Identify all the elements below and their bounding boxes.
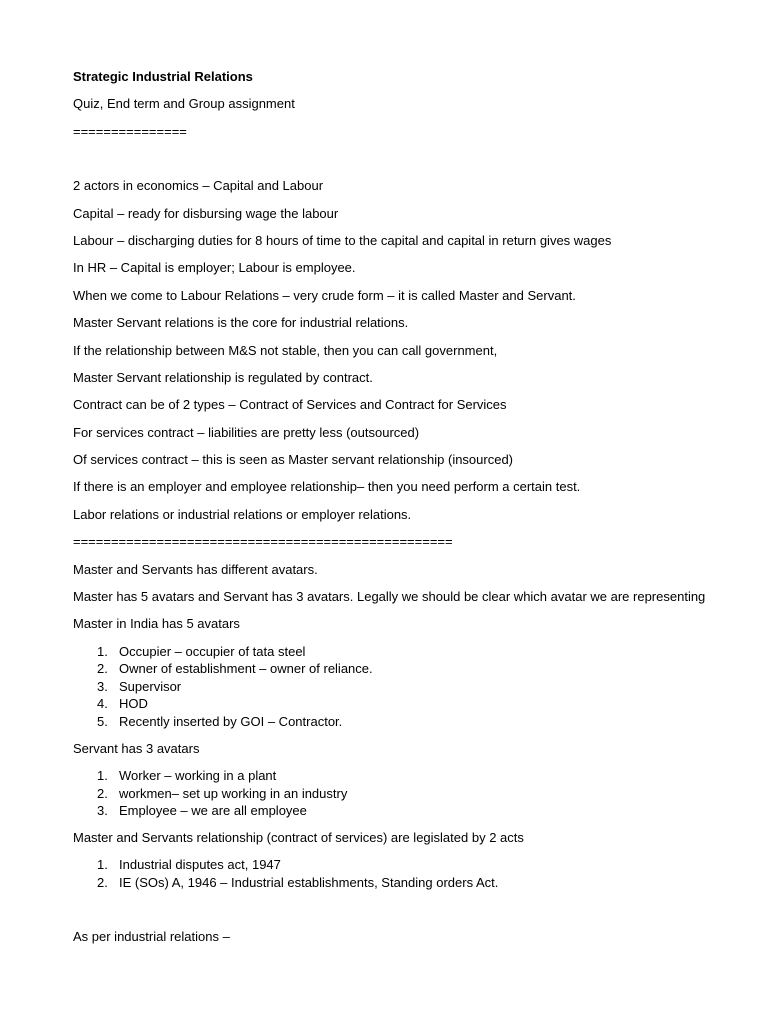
list-number: 1. — [97, 857, 108, 873]
separator-short: =============== — [73, 123, 187, 139]
blank-line — [73, 901, 753, 928]
master-heading: Master in India has 5 avatars — [73, 616, 240, 632]
list-item — [73, 660, 753, 678]
list-item — [73, 802, 753, 820]
list-number: 3. — [97, 803, 108, 819]
document-subtitle: Quiz, End term and Group assignment — [73, 96, 295, 112]
list-item — [73, 695, 753, 713]
list-text: Occupier – occupier of tata steel — [119, 643, 306, 659]
list-number: 2. — [97, 785, 108, 801]
list-number: 5. — [97, 713, 108, 729]
paragraph: 2 actors in economics – Capital and Labour — [73, 178, 324, 194]
paragraph: Capital – ready for disbursing wage the labour — [73, 205, 339, 221]
paragraph: If there is an employer and employee relationship– then you need perform a certain test. — [73, 479, 581, 495]
list-number: 4. — [97, 696, 108, 712]
list-text: workmen– set up working in an industry — [119, 785, 348, 801]
list-text: Industrial disputes act, 1947 — [119, 857, 281, 873]
document-title: Strategic Industrial Relations — [73, 69, 253, 84]
closing-line: As per industrial relations – — [73, 928, 230, 944]
paragraph: For services contract – liabilities are pretty less (outsourced) — [73, 424, 420, 440]
paragraph: Labour – discharging duties for 8 hours of time to the capital and capital in return gives wages — [73, 232, 612, 248]
list-item — [73, 856, 753, 874]
separator-long: ================================================== — [73, 534, 453, 550]
paragraph: When we come to Labour Relations – very crude form – it is called Master and Servant. — [73, 287, 576, 303]
list-item — [73, 767, 753, 785]
paragraph: Master Servant relationship is regulated by contract. — [73, 369, 373, 385]
list-item — [73, 874, 753, 892]
servant-list — [73, 767, 753, 820]
servant-heading: Servant has 3 avatars — [73, 740, 200, 756]
list-text: IE (SOs) A, 1946 – Industrial establishments, Standing orders Act. — [119, 874, 499, 890]
list-text: Employee – we are all employee — [119, 803, 307, 819]
document-page — [73, 68, 753, 955]
list-text: Supervisor — [119, 678, 182, 694]
paragraph: Master and Servants has different avatars. — [73, 561, 318, 577]
acts-heading: Master and Servants relationship (contract of services) are legislated by 2 acts — [73, 829, 524, 845]
list-number: 2. — [97, 874, 108, 890]
list-item — [73, 713, 753, 731]
list-text: Recently inserted by GOI – Contractor. — [119, 713, 343, 729]
list-number: 1. — [97, 643, 108, 659]
list-text: HOD — [119, 696, 148, 712]
list-item — [73, 678, 753, 696]
paragraph: Contract can be of 2 types – Contract of Services and Contract for Services — [73, 397, 507, 413]
paragraph: If the relationship between M&S not stable, then you can call government, — [73, 342, 498, 358]
paragraph: In HR – Capital is employer; Labour is employee. — [73, 260, 356, 276]
list-number: 1. — [97, 768, 108, 784]
paragraph: Of services contract – this is seen as Master servant relationship (insourced) — [73, 452, 514, 468]
paragraph: Master Servant relations is the core for industrial relations. — [73, 315, 409, 331]
paragraph: Labor relations or industrial relations or employer relations. — [73, 506, 412, 522]
list-text: Owner of establishment – owner of reliance. — [119, 661, 373, 677]
acts-list — [73, 856, 753, 891]
master-list — [73, 643, 753, 731]
list-number: 3. — [97, 678, 108, 694]
list-item — [73, 643, 753, 661]
paragraph: Master has 5 avatars and Servant has 3 avatars. Legally we should be clear which avatar we are representing — [73, 589, 706, 605]
blank-line — [73, 150, 753, 177]
list-text: Worker – working in a plant — [119, 768, 277, 784]
list-item — [73, 785, 753, 803]
list-number: 2. — [97, 661, 108, 677]
